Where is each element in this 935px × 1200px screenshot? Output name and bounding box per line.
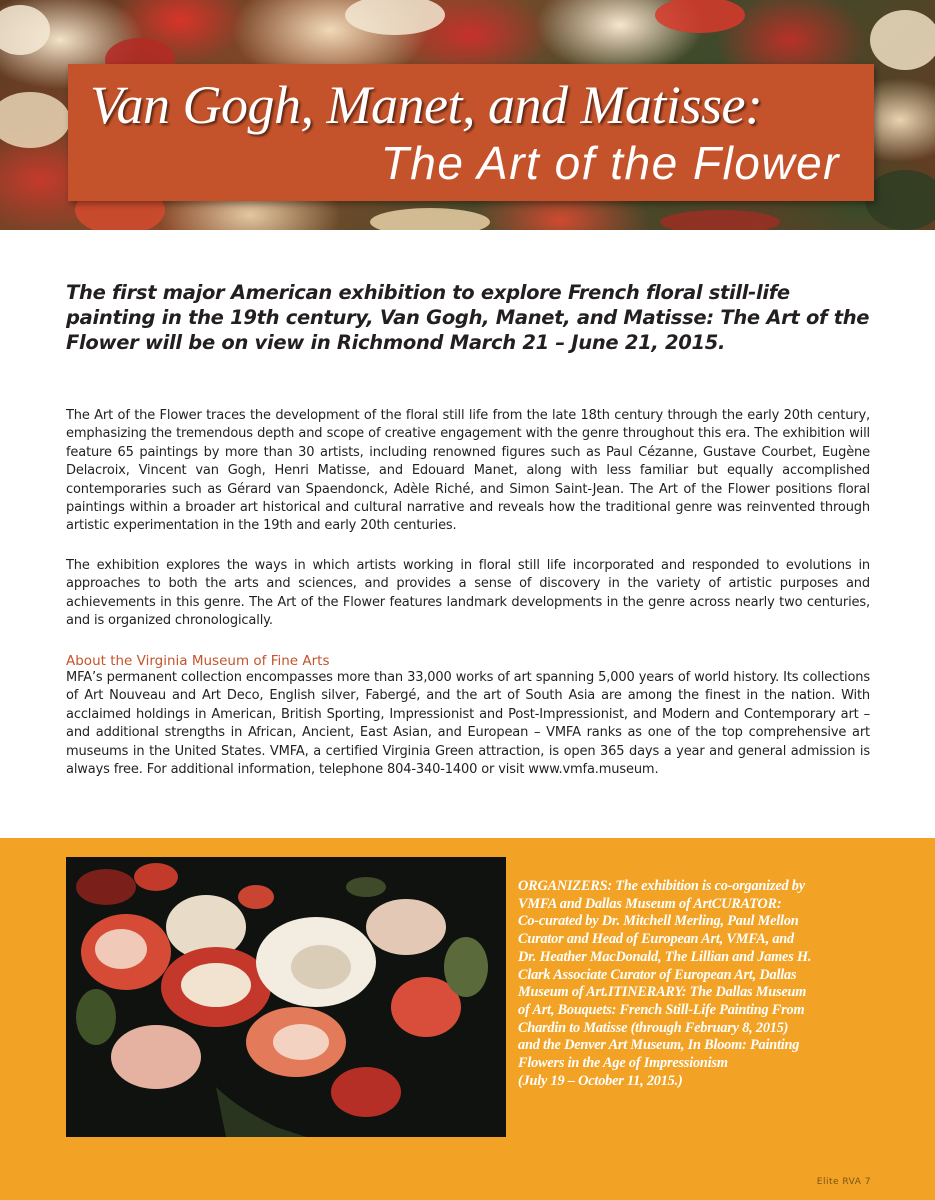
about-heading: About the Virginia Museum of Fine Arts — [66, 653, 330, 669]
title-box — [68, 64, 874, 201]
organizers-line: and the Denver Art Museum, In Bloom: Painting — [518, 1037, 800, 1054]
organizers-line: of Art, Bouquets: French Still-Life Painting From — [518, 1001, 805, 1018]
body-paragraph-2: The exhibition explores the ways in which artists working in floral still life incorporated and responded to evolutions in approaches to both the arts and sciences, and provides a sense of discovery in the variety of artistic purposes and achievements in this genre. The Art of the Flower features landmark developments in the genre across nearly two centuries, and is organized chronologically. — [66, 558, 870, 629]
organizers-line: Curator and Head of European Art, VMFA, and — [518, 931, 794, 948]
body-paragraph-1: The Art of the Flower traces the development of the floral still life from the late 18th century through the early 20th century, emphasizing the tremendous depth and scope of creative engagement with the genre throughout this era. The exhibition will feature 65 paintings by more than 30 artists, including renowned figures such as Paul Cézanne, Gustave Courbet, Eugène Delacroix, Vincent van Gogh, Henri Matisse, and Edouard Manet, along with less familiar but equally accomplished contemporaries such as Gérard van Spaendonck, Adèle Riché, and Simon Saint-Jean. The Art of the Flower positions floral paintings within a broader art historical and cultural narrative and reveals how the traditional genre was reinvented through artistic experimentation in the 19th and early 20th centuries. — [66, 408, 870, 534]
about-paragraph: MFA’s permanent collection encompasses more than 33,000 works of art spanning 5,000 years of world history. Its collections of Art Nouveau and Art Deco, English silver, Fabergé, and the art of South Asia are among the finest in the nation. With acclaimed holdings in American, British Sporting, Impressionist and Post-Impressionist, and Modern and Contemporary art – and additional strengths in African, Ancient, East Asian, and European – VMFA ranks as one of the top comprehensive art museums in the United States. VMFA, a certified Virginia Green attraction, is open 365 days a year and general admission is always free. For additional information, telephone 804-340-1400 or visit www.vmfa.museum. — [66, 670, 870, 778]
organizers-line: Museum of Art.ITINERARY: The Dallas Museum — [518, 984, 807, 1001]
page-title: Van Gogh, Manet, and Matisse: — [90, 75, 763, 135]
organizers-line: VMFA and Dallas Museum of ArtCURATOR: — [518, 895, 782, 912]
organizers-line: ORGANIZERS: The exhibition is co-organized by — [518, 878, 805, 894]
organizers-line: Co-curated by Dr. Mitchell Merling, Paul Mellon — [518, 913, 799, 930]
page-subtitle: The Art of the Flower — [380, 137, 840, 189]
page-footer-label: Elite RVA 7 — [816, 1177, 871, 1187]
organizers-line: Flowers in the Age of Impressionism — [518, 1055, 728, 1072]
header-flower-banner — [0, 0, 935, 230]
flower-painting-image — [66, 857, 506, 1137]
organizers-line: Dr. Heather MacDonald, The Lillian and James H. — [518, 948, 812, 965]
organizers-text — [518, 878, 878, 1090]
lede-paragraph: The first major American exhibition to explore French floral still-life painting in the 19th century, Van Gogh, Manet, and Matisse: The Art of the Flower will be on view in Richmond March 21 – June 21, 2015. — [66, 281, 870, 354]
organizers-line: Clark Associate Curator of European Art, Dallas — [518, 966, 797, 983]
organizers-line: (July 19 – October 11, 2015.) — [518, 1072, 683, 1089]
flower-bouquet-illustration — [66, 857, 506, 1137]
organizers-line: Chardin to Matisse (through February 8, 2015) — [518, 1019, 789, 1036]
